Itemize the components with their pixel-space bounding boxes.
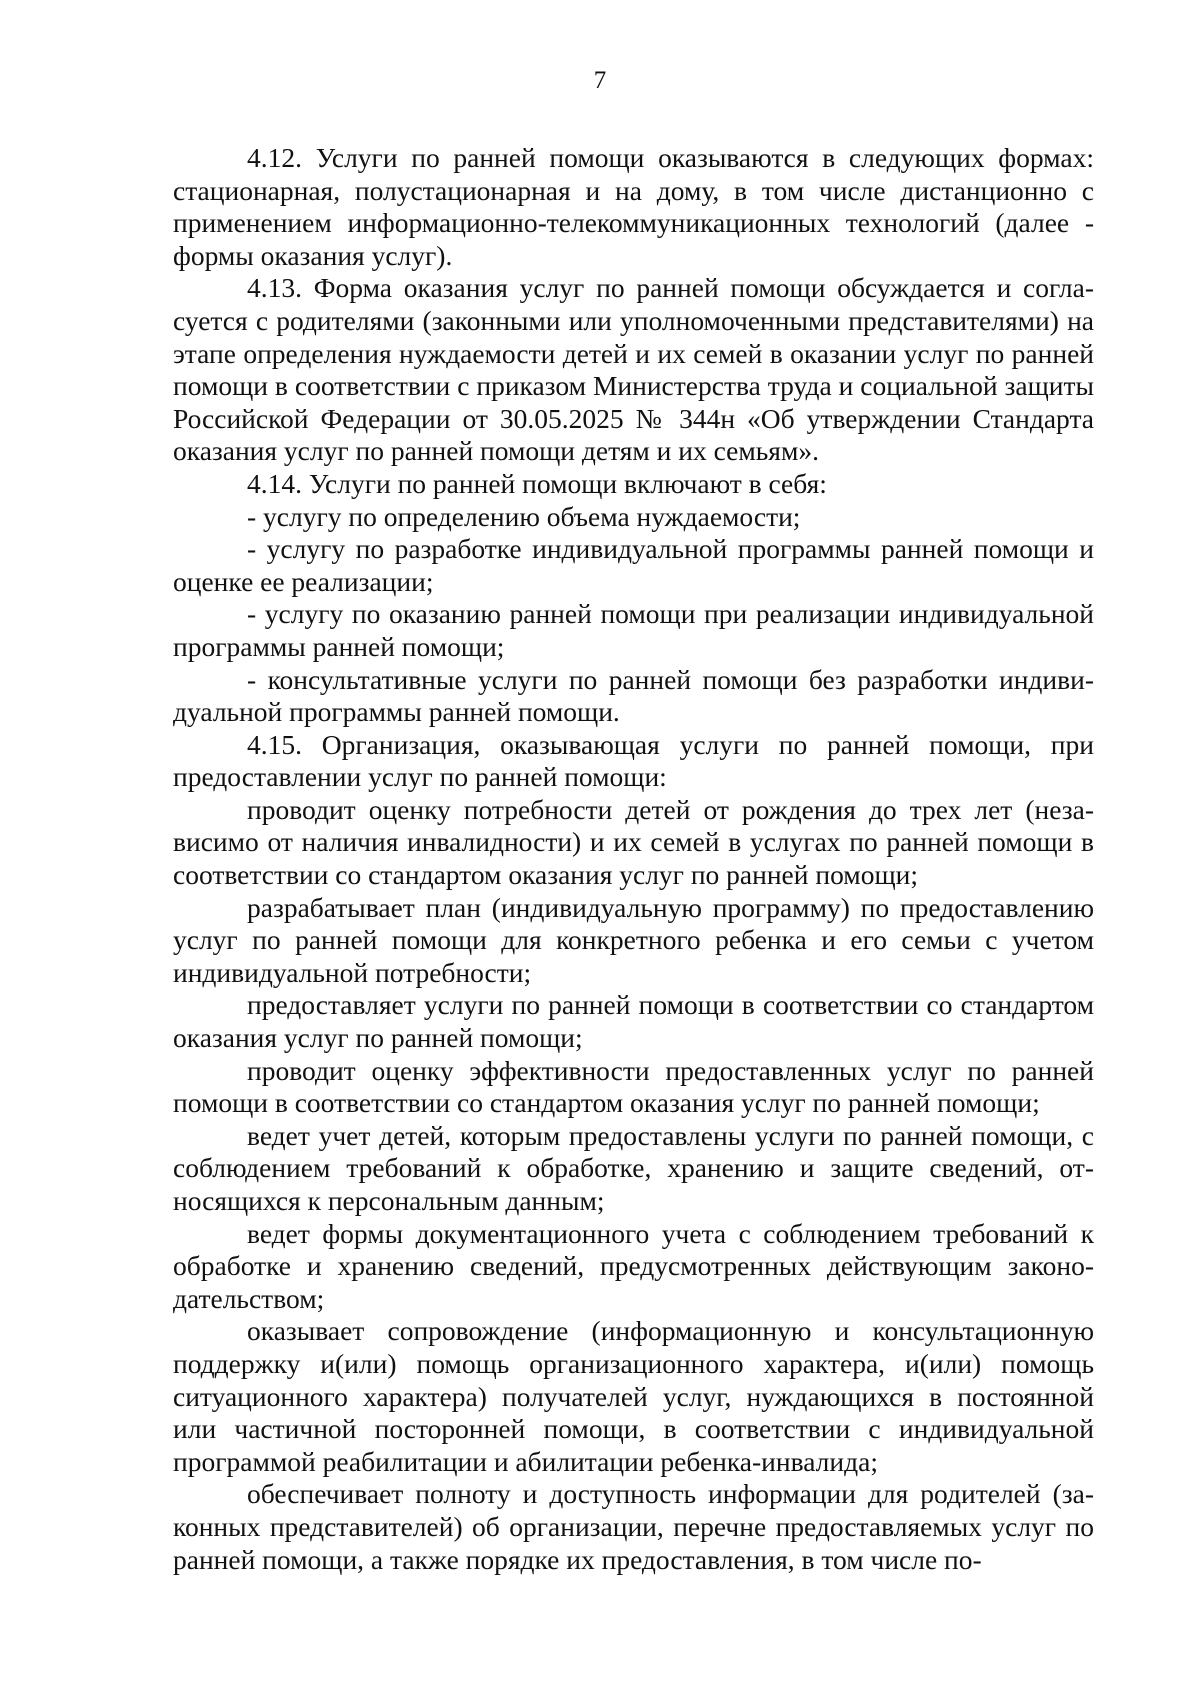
duty-information-access: обеспечивает полноту и доступность информации для родителей (законных представителей) об организации, перечне предоставляемых услуг по ранней помощи, а также порядке их предоставления, в том числе по-: [173, 1478, 1094, 1575]
duty-effectiveness-evaluation: проводит оценку эффективности предоставленных услуг по ранней помощи в соответствии со стандартом оказания услуг по ранней помощи;: [173, 1054, 1094, 1119]
duty-plan-development: разрабатывает план (индивидуальную программу) по предоставлению услуг по ранней помощи для конкретного ребенка и его семьи с учетом индивидуальной потребности;: [173, 891, 1094, 988]
list-item-consultative-services: - консультативные услуги по ранней помощи без разработки индивидуальной программы ранней помощи.: [173, 663, 1094, 728]
paragraph-4-13: 4.13. Форма оказания услуг по ранней помощи обсуждается и согласуется с родителями (законными или уполномоченными представителями) на этапе определения нуждаемости детей и их семей в оказании услуг по ранней помощи в соответствии с приказом Министерства труда и социальной защиты Российской Федерации от 30.05.2025 № 344н «Об утверждении Стандарта оказания услуг по ранней помощи детям и их семьям».: [173, 272, 1094, 467]
list-item-needs-assessment: - услугу по определению объема нуждаемости;: [247, 500, 801, 532]
document-body: [173, 142, 1094, 1576]
duty-child-records: ведет учет детей, которым предоставлены услуги по ранней помощи, с соблюдением требований к обработке, хранению и защите сведений, относящихся к персональным данным;: [173, 1119, 1094, 1216]
duty-service-provision: предоставляет услуги по ранней помощи в соответствии со стандартом оказания услуг по ранней помощи;: [173, 989, 1094, 1054]
list-item-program-development: - услугу по разработке индивидуальной программы ранней помощи и оценке ее реализации;: [173, 533, 1094, 597]
duty-documentation: ведет формы документационного учета с соблюдением требований к обработке и хранению сведений, предусмотренных действующим законодательством;: [173, 1217, 1094, 1314]
paragraph-4-14: 4.14. Услуги по ранней помощи включают в себя:: [247, 467, 827, 499]
duty-support: оказывает сопровождение (информационную и консультационную поддержку и(или) помощь организационного характера, и(или) помощь ситуационного характера) получателей услуг, нуждающихся в постоянной или частичной посторонней помощи, в соответствии с индивидуальной программой реабилитации и абилитации ребенка-инвалида;: [173, 1315, 1094, 1477]
page-number: 7: [593, 67, 607, 94]
paragraph-4-12: 4.12. Услуги по ранней помощи оказываются в следующих формах: стационарная, полустационарная и на дому, в том числе дистанционно с применением информационно-телекоммуникационных технологий (далее - формы оказания услуг).: [173, 142, 1094, 271]
duty-assessment: проводит оценку потребности детей от рождения до трех лет (независимо от наличия инвалидности) и их семей в услугах по ранней помощи в соответствии со стандартом оказания услуг по ранней помощи;: [173, 793, 1094, 891]
paragraph-4-15: 4.15. Организация, оказывающая услуги по ранней помощи, при предоставлении услуг по ранней помощи:: [173, 728, 1094, 793]
list-item-program-implementation: - услугу по оказанию ранней помощи при реализации индивидуальной программы ранней помощи;: [173, 598, 1094, 662]
